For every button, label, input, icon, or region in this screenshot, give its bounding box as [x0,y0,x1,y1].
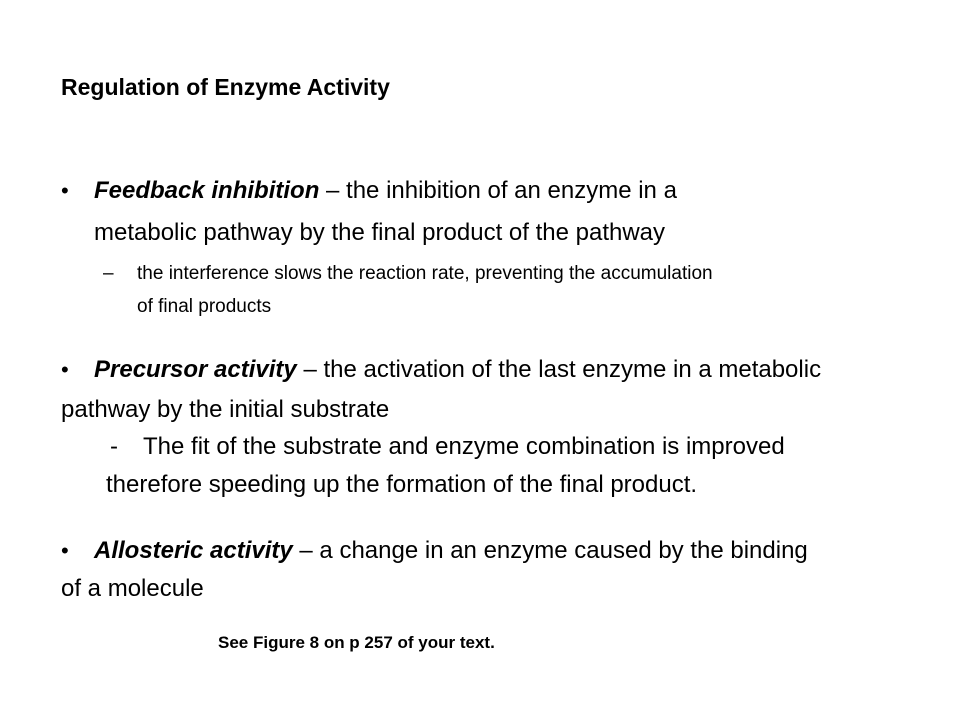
bullet-point-icon: • [61,357,69,382]
precursor-line-1 [94,353,821,387]
bullet-point-icon: • [61,178,69,203]
precursor-definition: – the activation of the last enzyme in a metabolic [296,356,822,383]
allosteric-term: Allosteric activity [94,537,293,564]
precursor-term: Precursor activity [94,356,297,383]
feedback-sub-line-1: the interference slows the reaction rate, preventing the accumulation [137,263,713,284]
feedback-line-1 [94,174,677,208]
precursor-sub-dash: - [110,433,118,460]
feedback-sub-line-2: of final products [137,296,272,317]
figure-reference-note: See Figure 8 on p 257 of your text. [218,633,495,652]
precursor-sub-line-2: therefore speeding up the formation of the final product. [106,471,698,498]
allosteric-line-1 [94,534,808,568]
feedback-line-2: metabolic pathway by the final product of the pathway [94,219,666,246]
precursor-sub-line-1: The fit of the substrate and enzyme combination is improved [143,433,785,460]
bullet-point-icon: • [61,538,69,563]
dash-icon: – [103,263,114,284]
allosteric-definition: – a change in an enzyme caused by the binding [292,537,808,564]
feedback-term: Feedback inhibition [94,177,320,204]
slide-title: Regulation of Enzyme Activity [61,74,390,100]
precursor-line-2: pathway by the initial substrate [61,396,390,423]
allosteric-line-2: of a molecule [61,575,204,602]
feedback-definition: – the inhibition of an enzyme in a [319,177,677,204]
